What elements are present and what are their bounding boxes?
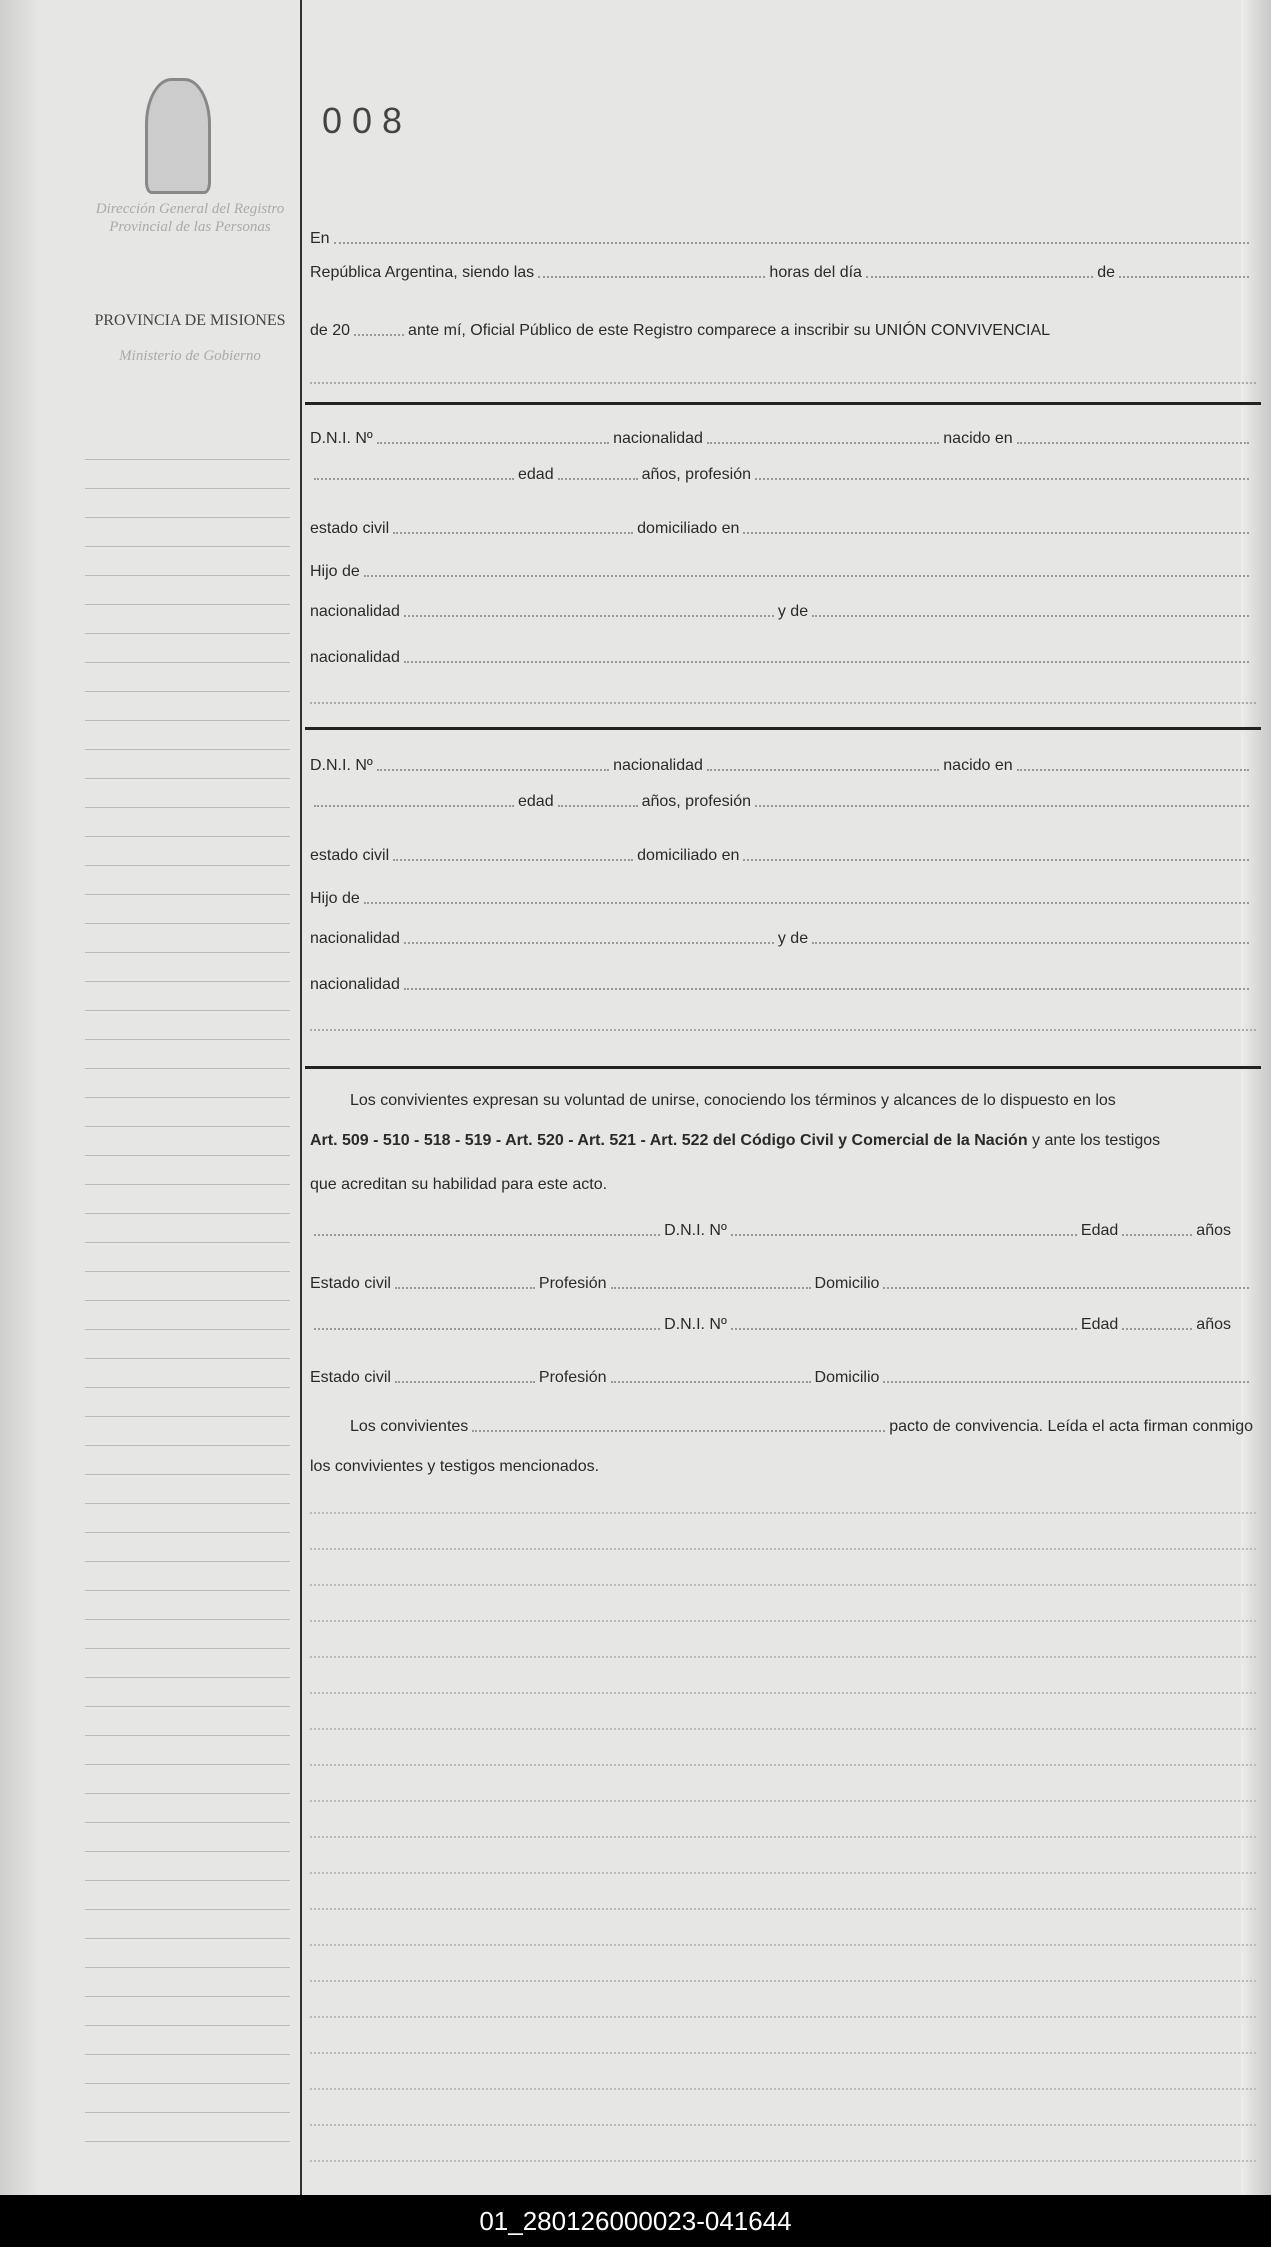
label-anios: años bbox=[1196, 1222, 1231, 1239]
ruled-line bbox=[310, 1620, 1256, 1622]
margin-line bbox=[85, 894, 290, 895]
margin-line bbox=[85, 1938, 290, 1939]
label-nacionalidad: nacionalidad bbox=[310, 930, 400, 947]
margin-line bbox=[85, 604, 290, 605]
ruled-line bbox=[310, 1944, 1256, 1946]
ruled-line bbox=[310, 1728, 1256, 1730]
margin-line bbox=[85, 1880, 290, 1881]
label-anios-profesion: años, profesión bbox=[641, 793, 751, 810]
person-1-estado-line bbox=[310, 520, 1253, 538]
person-2-dni-line bbox=[310, 757, 1253, 775]
margin-line bbox=[85, 1213, 290, 1214]
label-pacto: pacto de convivencia. Leída el acta firman conmigo bbox=[889, 1418, 1253, 1435]
person-2-hijo-line bbox=[310, 890, 1253, 908]
label-nacido-en: nacido en bbox=[943, 757, 1013, 774]
witness-2-estado-line bbox=[310, 1369, 1253, 1387]
margin-line bbox=[85, 1590, 290, 1591]
label-hijo-de: Hijo de bbox=[310, 890, 360, 907]
margin-line bbox=[85, 836, 290, 837]
section-rule bbox=[305, 402, 1261, 405]
person-1-nac2-line bbox=[310, 649, 1253, 667]
closing-final: los convivientes y testigos mencionados. bbox=[310, 1458, 600, 1475]
margin-line bbox=[85, 1735, 290, 1736]
margin-line bbox=[85, 488, 290, 489]
margin-line bbox=[85, 865, 290, 866]
ruled-line bbox=[310, 1764, 1256, 1766]
closing-line bbox=[310, 1418, 1253, 1436]
person-2-nac-line bbox=[310, 930, 1253, 948]
label-y-de: y de bbox=[777, 603, 809, 620]
margin-line bbox=[85, 1184, 290, 1185]
margin-line bbox=[85, 1967, 290, 1968]
ruled-line bbox=[310, 1836, 1256, 1838]
margin-line bbox=[85, 1010, 290, 1011]
ministry-name: Ministerio de Gobierno bbox=[119, 348, 261, 364]
margin-line bbox=[85, 2141, 290, 2142]
paragraph-3: que acreditan su habilidad para este acto. bbox=[310, 1176, 608, 1193]
ruled-line bbox=[310, 1872, 1256, 1874]
person-2-nac2-line bbox=[310, 976, 1253, 994]
witness-1-dni-line bbox=[310, 1222, 1231, 1240]
margin-line bbox=[85, 575, 290, 576]
witness-2-dni-line bbox=[310, 1316, 1231, 1334]
margin-line bbox=[85, 807, 290, 808]
paragraph-2-rest: y ante los testigos bbox=[1027, 1132, 1161, 1149]
ruled-line bbox=[310, 2016, 1256, 2018]
margin-line bbox=[85, 1706, 290, 1707]
margin-line bbox=[85, 633, 290, 634]
margin-line bbox=[85, 1851, 290, 1852]
margin-line bbox=[85, 1039, 290, 1040]
margin-line bbox=[85, 720, 290, 721]
articles-bold: Art. 509 - 510 - 518 - 519 - Art. 520 - Art. 521 - Art. 522 del Código Civil y Comercial de la Nación bbox=[310, 1132, 1028, 1149]
ruled-line bbox=[310, 1908, 1256, 1910]
paragraph-1: Los convivientes expresan su voluntad de unirse, conociendo los términos y alcances de lo dispuesto en los bbox=[350, 1092, 1116, 1109]
margin-line bbox=[85, 1329, 290, 1330]
label-edad: Edad bbox=[1080, 1222, 1119, 1239]
paragraph-2 bbox=[310, 1132, 1256, 1150]
label-nacionalidad: nacionalidad bbox=[310, 603, 400, 620]
margin-line bbox=[85, 1561, 290, 1562]
margin-line bbox=[85, 1677, 290, 1678]
label-estado-civil: estado civil bbox=[310, 520, 390, 537]
ruled-line bbox=[310, 1800, 1256, 1802]
margin-line bbox=[85, 1271, 290, 1272]
label-en: En bbox=[310, 230, 330, 247]
label-ante: ante mí, Oficial Público de este Registro comparece a inscribir su bbox=[408, 322, 871, 339]
label-edad: edad bbox=[518, 793, 554, 810]
label-union: UNIÓN CONVIVENCIAL bbox=[874, 322, 1051, 339]
ruled-line bbox=[310, 1548, 1256, 1550]
entity-name: Dirección General del Registro Provincial de las Personas bbox=[95, 201, 285, 235]
label-nacionalidad: nacionalidad bbox=[310, 976, 400, 993]
person-1-dni-line bbox=[310, 430, 1253, 448]
act-number: 008 bbox=[322, 100, 413, 141]
margin-line bbox=[85, 778, 290, 779]
witness-1-estado-line bbox=[310, 1275, 1253, 1293]
person-1-nac-line bbox=[310, 603, 1253, 621]
margin-line bbox=[85, 1474, 290, 1475]
ruled-line bbox=[310, 1656, 1256, 1658]
label-estado-civil: Estado civil bbox=[310, 1369, 391, 1386]
label-anios: años bbox=[1196, 1316, 1231, 1333]
person-2-estado-line bbox=[310, 847, 1253, 865]
ruled-line bbox=[310, 2124, 1256, 2126]
person-2-edad-line bbox=[310, 793, 1253, 811]
label-de20: de 20 bbox=[310, 322, 351, 339]
margin-divider bbox=[300, 0, 302, 2195]
margin-line bbox=[85, 1532, 290, 1533]
blank-line bbox=[310, 382, 1256, 384]
margin-line bbox=[85, 2083, 290, 2084]
province-name: PROVINCIA DE MISIONES bbox=[94, 312, 286, 329]
margin-line bbox=[85, 1416, 290, 1417]
margin-line bbox=[85, 923, 290, 924]
margin-line bbox=[85, 2112, 290, 2113]
margin-line bbox=[85, 1619, 290, 1620]
person-1-edad-line bbox=[310, 466, 1253, 484]
label-nacionalidad: nacionalidad bbox=[613, 757, 703, 774]
label-y-de: y de bbox=[777, 930, 809, 947]
blank-line bbox=[310, 702, 1256, 704]
label-estado-civil: Estado civil bbox=[310, 1275, 391, 1292]
ruled-line bbox=[310, 2160, 1256, 2162]
margin-line bbox=[85, 662, 290, 663]
label-nacionalidad: nacionalidad bbox=[613, 430, 703, 447]
margin-line bbox=[85, 749, 290, 750]
section-rule bbox=[305, 727, 1261, 730]
label-anios-profesion: años, profesión bbox=[641, 466, 751, 483]
label-horas: horas del día bbox=[769, 264, 862, 281]
label-domiciliado: domiciliado en bbox=[637, 847, 740, 864]
margin-line bbox=[85, 1097, 290, 1098]
margin-line bbox=[85, 459, 290, 460]
margin-line bbox=[85, 1793, 290, 1794]
label-dni: D.N.I. Nº bbox=[664, 1316, 727, 1333]
label-nacido-en: nacido en bbox=[943, 430, 1013, 447]
margin-line bbox=[85, 1822, 290, 1823]
margin-line bbox=[85, 1126, 290, 1127]
intro-line-3 bbox=[310, 322, 1253, 340]
label-domiciliado: domiciliado en bbox=[637, 520, 740, 537]
ruled-line bbox=[310, 1692, 1256, 1694]
label-dni: D.N.I. Nº bbox=[310, 757, 373, 774]
label-de: de bbox=[1097, 264, 1115, 281]
margin-line bbox=[85, 1764, 290, 1765]
margin-line bbox=[85, 1358, 290, 1359]
scan-id-footer: 01_280126000023-041644 bbox=[0, 2195, 1271, 2247]
margin-line bbox=[85, 1387, 290, 1388]
margin-line bbox=[85, 1996, 290, 1997]
label-republica: República Argentina, siendo las bbox=[310, 264, 535, 281]
label-profesion: Profesión bbox=[538, 1369, 607, 1386]
margin-line bbox=[85, 1068, 290, 1069]
label-edad: edad bbox=[518, 466, 554, 483]
margin-line bbox=[85, 952, 290, 953]
margin-line bbox=[85, 1242, 290, 1243]
province-crest-logo bbox=[145, 78, 211, 194]
margin-line bbox=[85, 691, 290, 692]
label-hijo-de: Hijo de bbox=[310, 563, 360, 580]
margin-line bbox=[85, 2054, 290, 2055]
margin-line bbox=[85, 1445, 290, 1446]
label-dni: D.N.I. Nº bbox=[664, 1222, 727, 1239]
label-estado-civil: estado civil bbox=[310, 847, 390, 864]
label-edad: Edad bbox=[1080, 1316, 1119, 1333]
label-nacionalidad: nacionalidad bbox=[310, 649, 400, 666]
label-los-convivientes: Los convivientes bbox=[350, 1418, 469, 1435]
margin-line bbox=[85, 1909, 290, 1910]
ruled-line bbox=[310, 1980, 1256, 1982]
margin-line bbox=[85, 981, 290, 982]
intro-line-1 bbox=[310, 230, 1253, 248]
margin-line bbox=[85, 1300, 290, 1301]
label-dni: D.N.I. Nº bbox=[310, 430, 373, 447]
ruled-line bbox=[310, 1512, 1256, 1514]
label-domicilio: Domicilio bbox=[814, 1275, 880, 1292]
intro-line-2 bbox=[310, 264, 1253, 282]
ruled-line bbox=[310, 2052, 1256, 2054]
margin-line bbox=[85, 1503, 290, 1504]
ruled-line bbox=[310, 2088, 1256, 2090]
blank-line bbox=[310, 1029, 1256, 1031]
margin-line bbox=[85, 2025, 290, 2026]
label-profesion: Profesión bbox=[538, 1275, 607, 1292]
ruled-line bbox=[310, 1584, 1256, 1586]
margin-line bbox=[85, 517, 290, 518]
person-1-hijo-line bbox=[310, 563, 1253, 581]
label-domicilio: Domicilio bbox=[814, 1369, 880, 1386]
margin-line bbox=[85, 1648, 290, 1649]
margin-line bbox=[85, 1155, 290, 1156]
margin-line bbox=[85, 546, 290, 547]
section-rule bbox=[305, 1066, 1261, 1069]
